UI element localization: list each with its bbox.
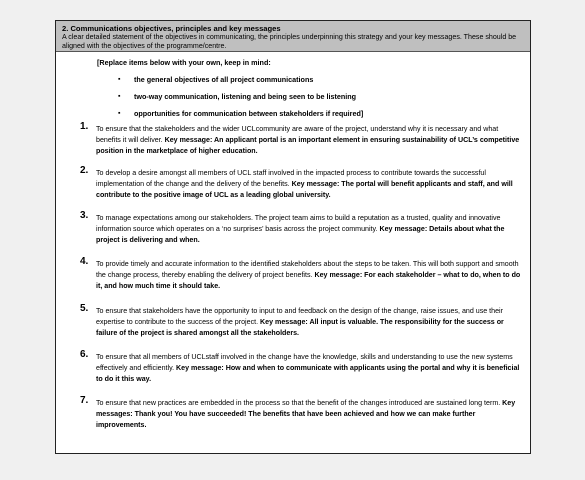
document-page: [55, 20, 531, 454]
intro-bullet: [97, 92, 527, 102]
intro-bullet: [97, 109, 527, 119]
intro-block: [97, 58, 527, 119]
objective-text: To ensure that all members of UCLstaff involved in the change have the knowledge, skills and understanding to use the new systems effectively and efficiently.: [96, 353, 513, 373]
square-bullet-icon: ▪: [118, 93, 121, 100]
key-message: Key message: For each stakeholder – what to do, when to do it, and how much time it should take.: [96, 271, 521, 291]
objective-text: To ensure that the stakeholders and the wider UCLcommunity are aware of the project, understand why it is necessary and what benefits it will deliver.: [96, 125, 499, 145]
key-message: Key message: An applicant portal is an important element in ensuring sustainability of UCL’s competitive position in the marketplace of higher education.: [96, 136, 520, 156]
key-message: Key message: All input is valuable. The responsibility for the success or failure of the project is shared amongst all the stakeholders.: [96, 318, 504, 338]
intro-title: [Replace items below with your own, keep in mind:: [97, 58, 271, 67]
objective-number: 7.: [80, 395, 89, 406]
objective-item: [80, 121, 524, 158]
square-bullet-icon: ▪: [118, 76, 121, 83]
intro-bullet-text: two-way communication, listening and being seen to be listening: [134, 92, 357, 101]
objective-text: To ensure that stakeholders have the opportunity to input to and feedback on the design of the change, raise issues, and use their expertise to contribute to the success of the project.: [96, 307, 503, 327]
key-message: Key messages: Thank you! You have succeeded! The benefits that have been achieved and how we can make further improvements.: [96, 399, 516, 430]
objective-text: To manage expectations among our stakeholders. The project team aims to build a reputation as a trusted, quality and innovative information source which operates on a ‘no surprises’ basis across the project community.: [96, 214, 501, 234]
section-title: 2. Communications objectives, principles and key messages: [62, 24, 281, 33]
objective-item: [80, 210, 524, 247]
section-description: A clear detailed statement of the objectives in communicating, the principles underpinning this strategy and your key messages. These should be aligned with the objectives of the programme/centre.: [62, 33, 517, 50]
objective-text: To develop a desire amongst all members of UCL staff involved in the impacted process to contribute towards the successful implementation of the change and the delivery of the benefits.: [96, 169, 486, 189]
objective-number: 6.: [80, 349, 89, 360]
objective-number: 4.: [80, 256, 89, 267]
square-bullet-icon: ▪: [118, 110, 121, 117]
objective-item: [80, 395, 524, 432]
key-message: Key message: The portal will benefit applicants and staff, and will contribute to the positive image of UCL as a leading global university.: [96, 180, 513, 200]
objective-number: 1.: [80, 121, 89, 132]
intro-bullet-text: opportunities for communication between stakeholders if required]: [134, 109, 364, 118]
objective-item: [80, 303, 524, 340]
objective-item: [80, 256, 524, 293]
objective-number: 3.: [80, 210, 89, 221]
section-header: [56, 21, 530, 52]
objective-text: To ensure that new practices are embedded in the process so that the benefit of the changes introduced are sustained long term.: [96, 399, 503, 407]
key-message: Key message: How and when to communicate with applicants using the portal and why it is beneficial to do it this way.: [96, 364, 520, 384]
objective-number: 2.: [80, 165, 89, 176]
objective-item: [80, 165, 524, 202]
key-message: Key message: Details about what the project is delivering and when.: [96, 225, 505, 245]
intro-bullet: [97, 75, 527, 85]
intro-bullet-text: the general objectives of all project communications: [134, 75, 314, 84]
objective-number: 5.: [80, 303, 89, 314]
intro-bullet-list: [97, 75, 527, 119]
objective-item: [80, 349, 524, 386]
objective-text: To provide timely and accurate information to the identified stakeholders about the steps to be taken. This will both support and smooth the change process, thereby enabling the delivery of project benefits.: [96, 260, 519, 280]
